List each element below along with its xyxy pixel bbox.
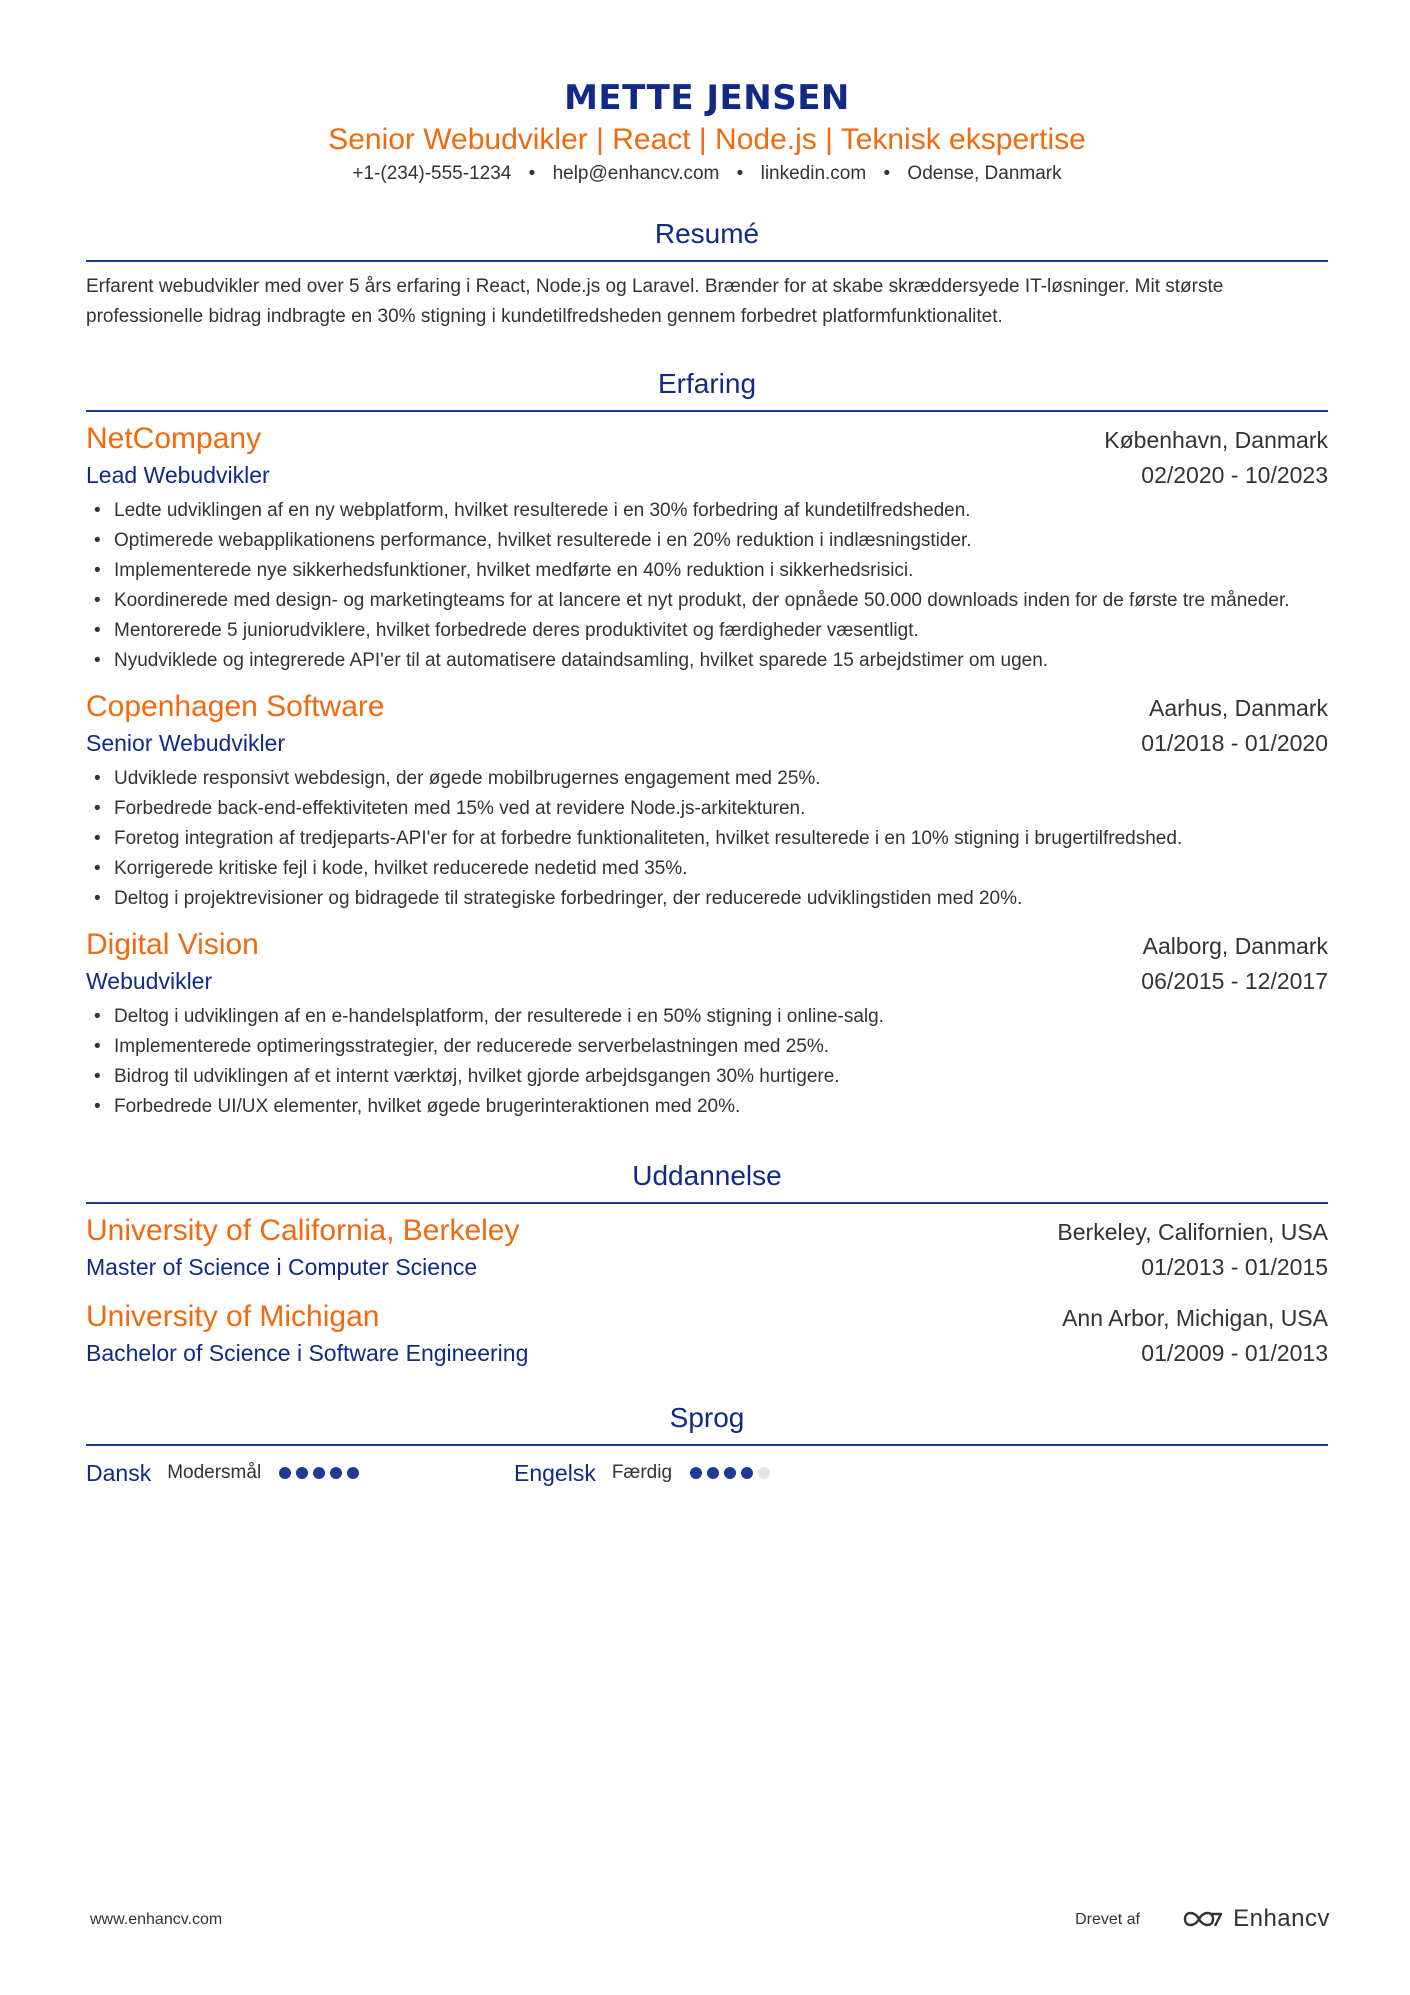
achievement-item: • Korrigerede kritiske fejl i kode, hvilket reducerede nedetid med 35%. [86, 854, 1328, 884]
linkedin[interactable]: linkedin.com [760, 163, 867, 184]
resume-page [86, 0, 1328, 1995]
entry-header-row [86, 688, 1328, 726]
achievement-item: • Deltog i udviklingen af en e-handelsplatform, der resulterede i en 50% stigning i online-salg. [86, 1002, 1328, 1032]
achievement-list [86, 1002, 1328, 1122]
rating-dot-filled [313, 1467, 325, 1479]
enhancv-logo-icon [1181, 1906, 1225, 1932]
rating-dot-filled [690, 1467, 702, 1479]
language-item [86, 1456, 514, 1490]
entry-subheader-row [86, 458, 1328, 492]
separator-dot: • [883, 163, 891, 184]
company-name: Digital Vision [86, 928, 259, 961]
experience-entry [86, 688, 1328, 914]
entry-location: Aarhus, Danmark [1149, 695, 1328, 721]
achievement-item: • Forbedrede UI/UX elementer, hvilket øgede brugerinteraktionen med 20%. [86, 1092, 1328, 1122]
achievement-item: • Forbedrede back-end-effektiviteten med 15% ved at revidere Node.js-arkitekturen. [86, 794, 1328, 824]
section-divider [86, 410, 1328, 412]
job-title: Senior Webudvikler [86, 730, 286, 756]
achievement-item: • Koordinerede med design- og marketingteams for at lancere et nyt produkt, der opnåede 50.000 downloads inden for de første tre måneder. [86, 586, 1328, 616]
section-divider [86, 1202, 1328, 1204]
section-heading-summary: Resumé [654, 218, 760, 249]
achievement-item: • Udviklede responsivt webdesign, der øgede mobilbrugernes engagement med 25%. [86, 764, 1328, 794]
rating-dot-filled [347, 1467, 359, 1479]
separator-dot: • [736, 163, 744, 184]
entry-header-row [86, 1212, 1328, 1250]
entry-dates: 02/2020 - 10/2023 [1141, 462, 1328, 488]
achievement-list [86, 496, 1328, 676]
entry-subheader-row [86, 1250, 1328, 1284]
rating-dot-filled [279, 1467, 291, 1479]
company-name: NetCompany [86, 422, 262, 455]
candidate-name: METTE JENSEN [564, 78, 850, 118]
job-title: Lead Webudvikler [86, 462, 270, 488]
summary-text: Erfarent webudvikler med over 5 års erfaring i React, Node.js og Laravel. Brænder for at skabe skræddersyede IT-løsninger. Mit største professionelle bidrag indbragte en 30% stigning i kundetilfredsheden gennem forbedret platformfunktionalitet. [86, 276, 1224, 327]
achievement-item: • Deltog i projektrevisioner og bidragede til strategiske forbedringer, der reducerede udviklingstiden med 20%. [86, 884, 1328, 914]
phone: +1-(234)-555-1234 [352, 163, 512, 184]
education-entry [86, 1298, 1328, 1370]
company-name: Copenhagen Software [86, 690, 385, 723]
achievement-item: • Nyudviklede og integrerede API'er til at automatisere dataindsamling, hvilket sparede 15 arbejdstimer om ugen. [86, 646, 1328, 676]
language-item [514, 1456, 942, 1490]
entry-dates: 01/2013 - 01/2015 [1141, 1254, 1328, 1280]
education-section [86, 1158, 1328, 1370]
experience-list [86, 420, 1328, 1122]
section-divider [86, 1444, 1328, 1446]
achievement-item: • Mentorerede 5 juniorudviklere, hvilket forbedrede deres produktivitet og færdigheder væsentligt. [86, 616, 1328, 646]
entry-dates: 01/2009 - 01/2013 [1141, 1340, 1328, 1366]
achievement-item: • Implementerede optimeringsstrategier, der reducerede serverbelastningen med 25%. [86, 1032, 1328, 1062]
entry-location: Berkeley, Californien, USA [1057, 1219, 1328, 1245]
languages-section [86, 1400, 1328, 1490]
achievement-item: • Implementerede nye sikkerhedsfunktioner, hvilket medførte en 40% reduktion i sikkerhedsrisici. [86, 556, 1328, 586]
entry-header-row [86, 420, 1328, 458]
rating-dot-filled [741, 1467, 753, 1479]
rating-dot-filled [707, 1467, 719, 1479]
education-entry [86, 1212, 1328, 1284]
school-name: University of Michigan [86, 1300, 380, 1333]
enhancv-logo[interactable] [1181, 1905, 1330, 1933]
job-title: Webudvikler [86, 968, 213, 994]
achievement-item: • Bidrog til udviklingen af et internt værktøj, hvilket gjorde arbejdsgangen 30% hurtigere. [86, 1062, 1328, 1092]
achievement-list [86, 764, 1328, 914]
page-footer [90, 1905, 1330, 1945]
section-heading-languages: Sprog [669, 1402, 745, 1433]
achievement-item: • Foretog integration af tredjeparts-API'er for at forbedre funktionaliteten, hvilket resulterede i en 10% stigning i brugertilfredshed. [86, 824, 1328, 854]
degree-name: Bachelor of Science i Software Engineering [86, 1340, 529, 1366]
rating-dot-filled [724, 1467, 736, 1479]
proficiency-rating [690, 1467, 770, 1479]
footer-url[interactable]: www.enhancv.com [90, 1911, 223, 1928]
entry-location: Ann Arbor, Michigan, USA [1062, 1305, 1328, 1331]
section-heading-experience: Erfaring [657, 368, 757, 399]
language-level: Modersmål [167, 1462, 262, 1483]
rating-dot-empty [758, 1467, 770, 1479]
entry-location: Aalborg, Danmark [1142, 933, 1328, 959]
separator-dot: • [528, 163, 536, 184]
entry-header-row [86, 926, 1328, 964]
education-list [86, 1212, 1328, 1370]
languages-list [86, 1456, 1328, 1490]
section-divider [86, 260, 1328, 262]
achievement-item: • Optimerede webapplikationens performance, hvilket resulterede i en 20% reduktion i indlæsningstider. [86, 526, 1328, 556]
brand-name: Enhancv [1233, 1905, 1330, 1932]
degree-name: Master of Science i Computer Science [86, 1254, 478, 1280]
experience-entry [86, 420, 1328, 676]
powered-by-label: Drevet af [1075, 1911, 1140, 1928]
entry-location: København, Danmark [1104, 427, 1328, 453]
experience-entry [86, 926, 1328, 1122]
experience-section [86, 366, 1328, 1122]
entry-subheader-row [86, 1336, 1328, 1370]
location: Odense, Danmark [907, 163, 1062, 184]
language-name: Engelsk [514, 1460, 596, 1486]
achievement-item: • Ledte udviklingen af en ny webplatform, hvilket resulterede i en 30% forbedring af kundetilfredsheden. [86, 496, 1328, 526]
section-heading-education: Uddannelse [632, 1160, 782, 1191]
entry-subheader-row [86, 726, 1328, 760]
summary-section [86, 216, 1328, 332]
entry-header-row [86, 1298, 1328, 1336]
candidate-title: Senior Webudvikler | React | Node.js | Teknisk ekspertise [328, 123, 1086, 156]
language-level: Færdig [611, 1462, 673, 1483]
rating-dot-filled [296, 1467, 308, 1479]
contact-line [86, 160, 1328, 188]
email[interactable]: help@enhancv.com [552, 163, 720, 184]
proficiency-rating [279, 1467, 359, 1479]
language-name: Dansk [86, 1460, 152, 1486]
rating-dot-filled [330, 1467, 342, 1479]
entry-dates: 06/2015 - 12/2017 [1141, 968, 1328, 994]
entry-subheader-row [86, 964, 1328, 998]
school-name: University of California, Berkeley [86, 1214, 520, 1247]
resume-header [86, 0, 1328, 188]
entry-dates: 01/2018 - 01/2020 [1141, 730, 1328, 756]
